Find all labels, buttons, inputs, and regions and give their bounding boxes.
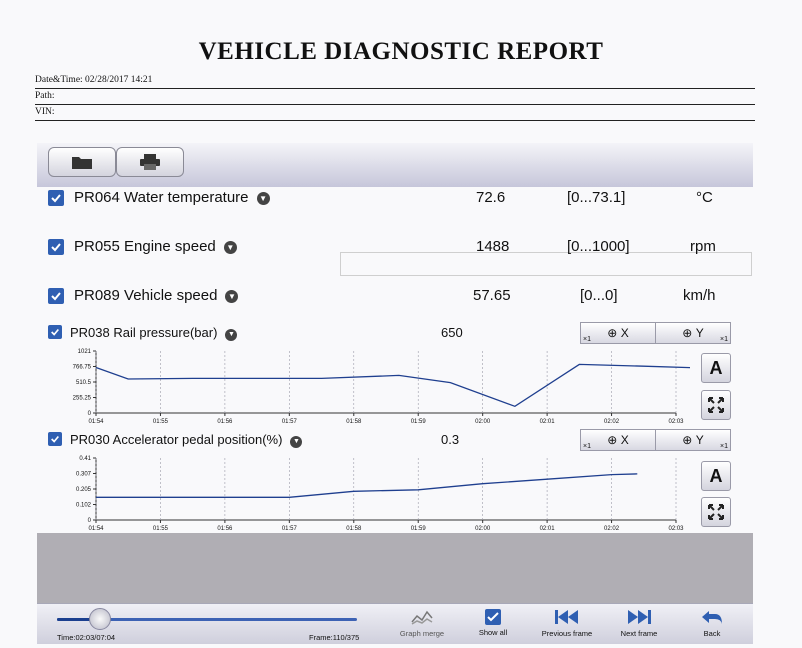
back-button[interactable] [687, 610, 737, 638]
zoom-x-icon: ⊕ [607, 326, 621, 340]
x-tick-label: 02:01 [539, 526, 555, 532]
dropdown-icon[interactable]: ▼ [290, 436, 302, 448]
graph-value: 0.3 [441, 432, 460, 447]
x-tick-label: 01:56 [217, 419, 233, 425]
report-title: VEHICLE DIAGNOSTIC REPORT [198, 38, 604, 65]
param-value: 57.65 [473, 287, 511, 304]
accelerator-chart [40, 452, 690, 534]
next-frame-label: Next frame [620, 629, 658, 638]
y-tick-label: 0.102 [75, 502, 91, 509]
x-tick-label: 01:55 [152, 419, 168, 425]
fit-icon [707, 396, 725, 414]
x-tick-label: 02:01 [539, 419, 555, 425]
checkbox-icon[interactable] [48, 432, 62, 446]
y-tick-label: 0.205 [75, 487, 91, 493]
y-tick-label: 0.41 [79, 456, 91, 462]
time-label: Time:02:03/07:04 [57, 633, 116, 642]
dropdown-icon[interactable]: ▼ [225, 290, 238, 303]
graph-merge-button[interactable] [392, 610, 452, 638]
previous-frame-label: Previous frame [541, 629, 593, 638]
param-range: [0...73.1] [567, 189, 626, 206]
param-value: 1488 [476, 238, 510, 255]
x-tick-label: 01:55 [152, 526, 168, 532]
dropdown-icon[interactable]: ▼ [224, 241, 237, 254]
rule-vin [35, 120, 755, 121]
empty-panel [37, 533, 753, 603]
zoom-y-icon: ⊕ [682, 433, 696, 447]
path-label: Path: [35, 91, 55, 101]
zoom-x-button[interactable] [580, 322, 656, 344]
checkbox-icon [467, 609, 519, 627]
x-tick-label: 01:57 [281, 419, 297, 425]
autoscale-a-button[interactable]: A [701, 353, 731, 383]
playback-bar [37, 603, 753, 644]
vin-label: VIN: [35, 107, 55, 117]
dropdown-icon[interactable]: ▼ [225, 329, 237, 341]
y-tick-label: 766.75 [72, 364, 91, 371]
y-tick-label: 255.25 [72, 395, 91, 402]
show-all-button[interactable] [467, 609, 519, 637]
param-label: PR064 Water temperature [74, 189, 249, 206]
back-arrow-icon [687, 610, 737, 628]
checkbox-icon[interactable] [48, 190, 64, 206]
param-label: PR089 Vehicle speed [74, 287, 218, 304]
checkbox-icon[interactable] [48, 325, 62, 339]
param-row-water-temp [48, 187, 748, 211]
param-value: 72.6 [476, 189, 506, 206]
previous-frame-icon [534, 610, 600, 628]
zoom-x-label: X [620, 326, 629, 340]
x-tick-label: 02:00 [475, 526, 491, 532]
printer-icon [139, 154, 161, 170]
x-tick-label: 01:58 [346, 419, 362, 425]
y-tick-label: 0.307 [75, 471, 91, 478]
series-line [96, 474, 637, 497]
x-tick-label: 01:58 [346, 526, 362, 532]
zoom-mult: ×1 [720, 336, 728, 343]
next-frame-icon [610, 610, 668, 628]
zoom-mult: ×1 [583, 443, 591, 450]
x-tick-label: 02:03 [668, 526, 684, 532]
checkbox-icon[interactable] [48, 288, 64, 304]
y-tick-label: 0 [87, 411, 91, 417]
datetime-label: Date&Time: 02/28/2017 14:21 [35, 75, 153, 85]
slider-knob[interactable] [89, 608, 111, 630]
y-tick-label: 510.5 [75, 380, 91, 386]
x-tick-label: 02:02 [604, 526, 620, 532]
zoom-x-label: X [620, 433, 629, 447]
zoom-y-button[interactable] [655, 322, 731, 344]
x-tick-label: 01:57 [281, 526, 297, 532]
zoom-x-icon: ⊕ [607, 433, 621, 447]
back-label: Back [703, 629, 721, 638]
y-tick-label: 0 [87, 518, 91, 524]
previous-frame-button[interactable] [534, 610, 600, 638]
x-tick-label: 01:59 [410, 526, 426, 532]
rule-datetime [35, 88, 755, 89]
zoom-y-button[interactable] [655, 429, 731, 451]
param-label: PR055 Engine speed [74, 238, 216, 255]
print-button[interactable] [116, 147, 184, 177]
series-line [96, 364, 690, 406]
open-folder-button[interactable] [48, 147, 116, 177]
zoom-y-label: Y [695, 326, 704, 340]
x-tick-label: 01:59 [410, 419, 426, 425]
param-row-vehicle-speed [48, 285, 748, 309]
zoom-y-label: Y [695, 433, 704, 447]
param-range: [0...0] [580, 287, 618, 304]
zoom-y-icon: ⊕ [682, 326, 696, 340]
dropdown-icon[interactable]: ▼ [257, 192, 270, 205]
x-tick-label: 02:02 [604, 419, 620, 425]
param-row-engine-speed [48, 236, 748, 260]
show-all-label: Show all [478, 628, 508, 637]
frame-label: Frame:110/375 [309, 633, 360, 642]
graph-label: PR030 Accelerator pedal position(%) [70, 432, 283, 447]
rail-pressure-chart [40, 345, 690, 427]
rule-path [35, 104, 755, 105]
zoom-x-button[interactable] [580, 429, 656, 451]
x-tick-label: 02:00 [475, 419, 491, 425]
autoscale-a-button[interactable]: A [701, 461, 731, 491]
next-frame-button[interactable] [610, 610, 668, 638]
x-tick-label: 01:54 [88, 419, 104, 425]
graph-value: 650 [441, 325, 463, 340]
param-unit: km/h [683, 287, 716, 304]
param-unit: rpm [690, 238, 716, 255]
y-tick-label: 1021 [77, 349, 91, 355]
x-tick-label: 02:03 [668, 419, 684, 425]
x-tick-label: 01:54 [88, 526, 104, 532]
zoom-mult: ×1 [720, 443, 728, 450]
fit-icon [707, 503, 725, 521]
folder-icon [71, 154, 93, 170]
param-range: [0...1000] [567, 238, 630, 255]
param-unit: °C [696, 189, 713, 206]
fit-button[interactable] [701, 497, 731, 527]
checkbox-icon[interactable] [48, 239, 64, 255]
graph-merge-label: Graph merge [399, 629, 445, 638]
zoom-mult: ×1 [583, 336, 591, 343]
graph-merge-icon [392, 610, 452, 628]
x-tick-label: 01:56 [217, 526, 233, 532]
graph-label: PR038 Rail pressure(bar) [70, 325, 218, 340]
fit-button[interactable] [701, 390, 731, 420]
